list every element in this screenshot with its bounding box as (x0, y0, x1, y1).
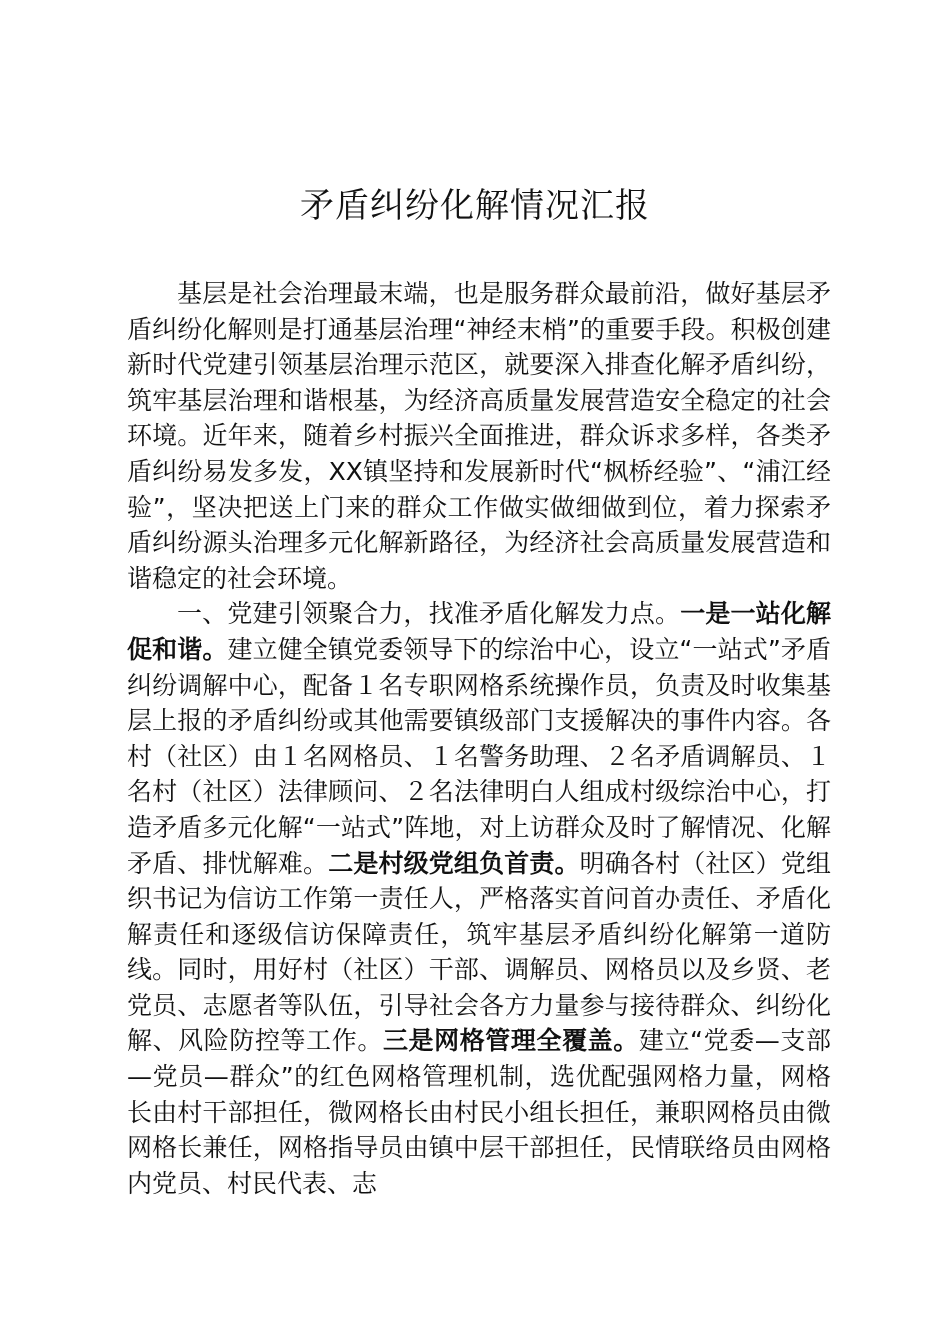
point-1-title: 一是一站化解促和谐。 (127, 599, 831, 664)
point-2-title: 二是村级党组负首责。 (328, 848, 580, 878)
intro-paragraph: 基层是社会治理最末端，也是服务群众最前沿，做好基层矛盾纠纷化解则是打通基层治理“神经末梢”的重要手段。积极创建新时代党建引领基层治理示范区，就要深入排查化解矛盾纠纷，筑牢基层治理和谐根基，为经济高质量发展营造安全稳定的社会环境。近年来，随着乡村振兴全面推进，群众诉求多样，各类矛盾纠纷易发多发，XX镇坚持和发展新时代“枫桥经验”、“浦江经验”，坚决把送上门来的群众工作做实做细做到位，着力探索矛盾纠纷源头治理多元化解新路径，为经济社会高质量发展营造和谐稳定的社会环境。 (127, 279, 831, 593)
section-1-heading: 一、党建引领聚合力，找准矛盾化解发力点。 (177, 599, 681, 629)
point-1-text: 建立健全镇党委领导下的综治中心，设立“一站式”矛盾纠纷调解中心，配备１名专职网格系统操作员，负责及时收集基层上报的矛盾纠纷或其他需要镇级部门支援解决的事件内容。各村（社区）由１名网格员、１名警务助理、２名矛盾调解员、１名村（社区）法律顾问、２名法律明白人组成村级综治中心，打造矛盾多元化解“一站式”阵地，对上访群众及时了解情况、化解矛盾、排忧解难。 (127, 634, 831, 878)
document-title: 矛盾纠纷化解情况汇报 (300, 186, 650, 226)
document-body (127, 276, 831, 1201)
point-2-text: 明确各村（社区）党组织书记为信访工作第一责任人，严格落实首问首办责任、矛盾化解责任和逐级信访保障责任，筑牢基层矛盾纠纷化解第一道防线。同时，用好村（社区）干部、调解员、网格员以及乡贤、老党员、志愿者等队伍，引导社会各方力量参与接待群众、纠纷化解、风险防控等工作。 (127, 848, 831, 1056)
point-3-text: 建立“党委—支部—党员—群众”的红色网格管理机制，选优配强网格力量，网格长由村干部担任，微网格长由村民小组长担任，兼职网格员由微网格长兼任，网格指导员由镇中层干部担任，民情联络员由网格内党员、村民代表、志 (127, 1026, 831, 1198)
section-1-paragraph (127, 596, 831, 1201)
point-3-title: 三是网格管理全覆盖。 (382, 1026, 639, 1056)
